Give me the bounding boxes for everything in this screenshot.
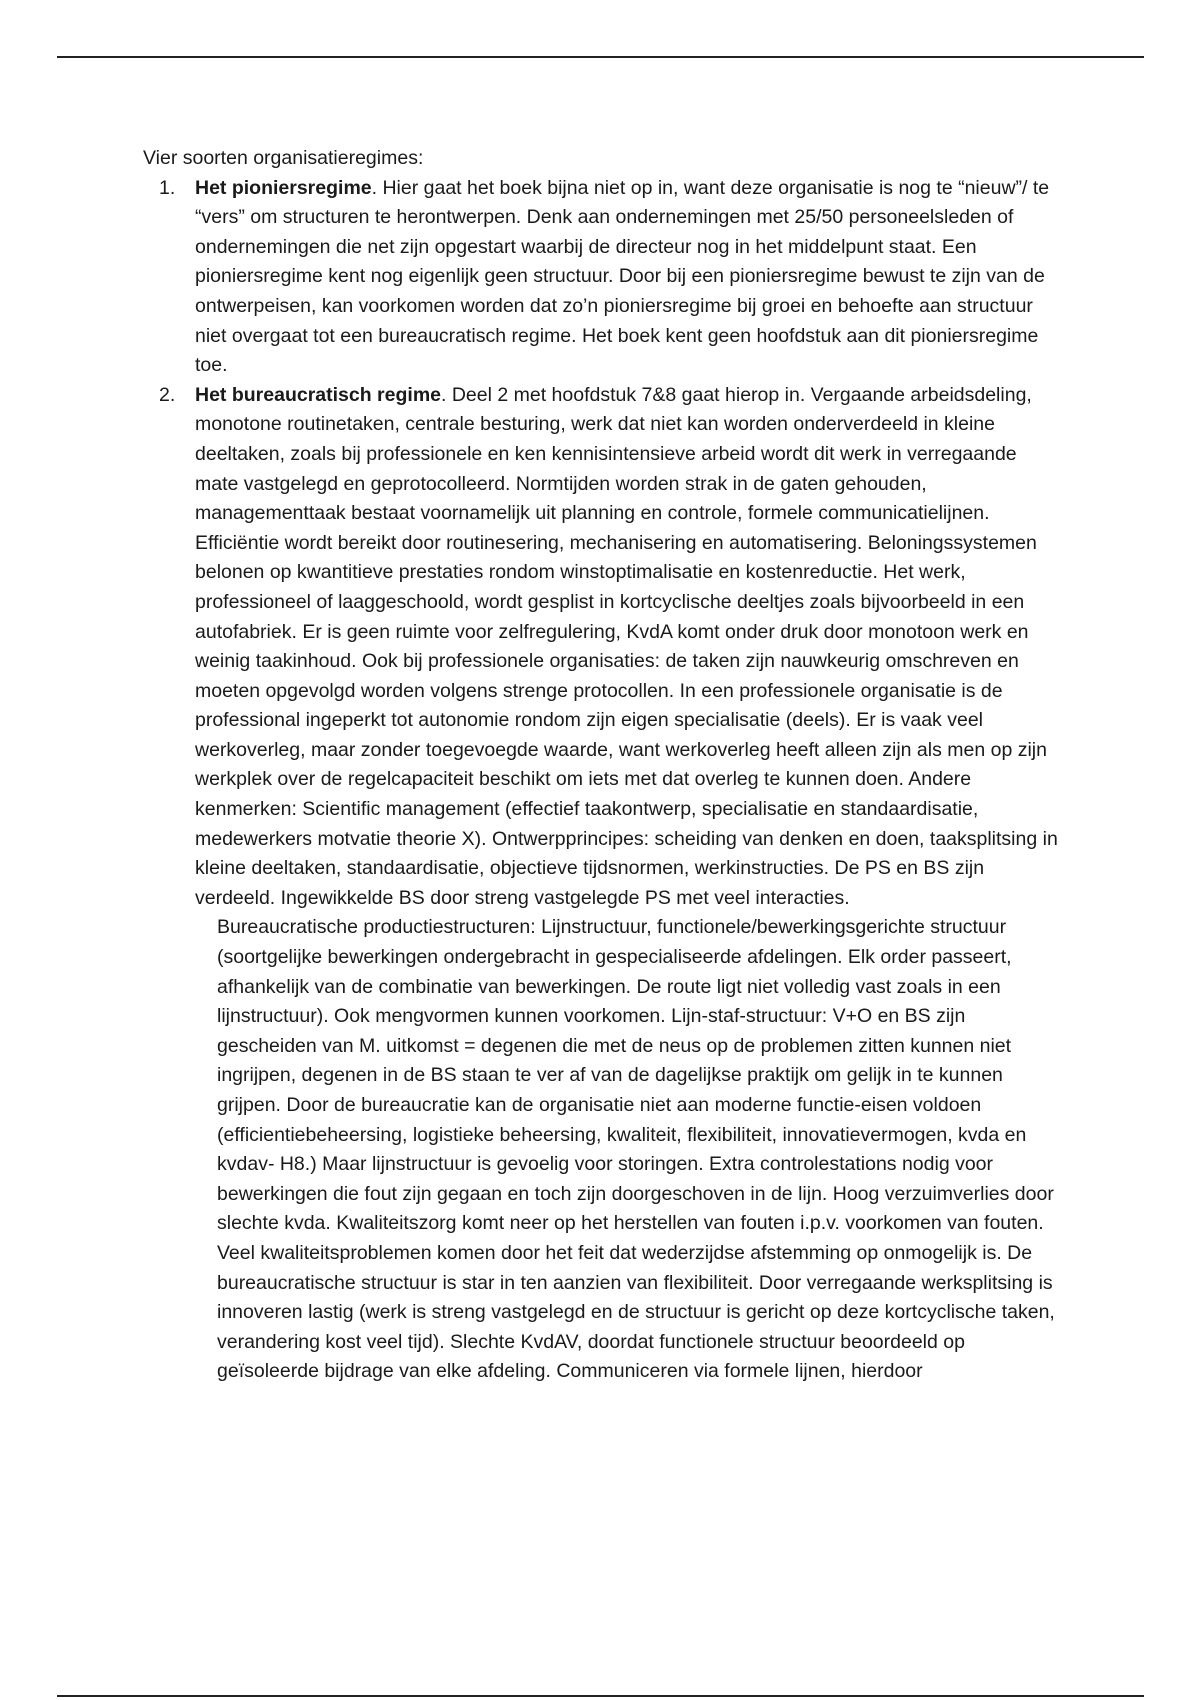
item-text: . Deel 2 met hoofdstuk 7&8 gaat hierop in. Vergaande arbeidsdeling, monotone routinetaken, centrale besturing, werk dat niet kan worden onderverdeeld in kleine deeltaken, zoals bij professionele en ken kennisintensieve arbeid wordt dit werk in verregaande mate vastgelegd en geprotocolleerd. Normtijden worden strak in de gaten gehouden, managementtaak bestaat voornamelijk uit planning en controle, formele communicatielijnen. Efficiëntie wordt bereikt door routinesering, mechanisering en automatisering. Beloningssystemen belonen op kwantitieve prestaties rondom winstoptimalisatie en kostenreductie. Het werk, professioneel of laaggeschoold, wordt gesplist in kortcyclische deeltjes zoals bijvoorbeeld in een autofabriek. Er is geen ruimte voor zelfregulering, KvdA komt onder druk door monotoon werk en weinig taakinhoud. Ook bij professionele organisaties: de taken zijn nauwkeurig omschreven en moeten opgevolgd worden volgens strenge protocollen. In een professionele organisatie is de professional ingeperkt tot autonomie rondom zijn eigen specialisatie (deels). Er is vaak veel werkoverleg, maar zonder toegevoegde waarde, want werkoverleg heeft alleen zijn als men op zijn werkplek over de regelcapaciteit beschikt om iets met dat overleg te kunnen doen. Andere kenmerken: Scientific management (effectief taakontwerp, specialisatie en standaardisatie, medewerkers motvatie theorie X). Ontwerpprincipes: scheiding van denken en doen, taaksplitsing in kleine deeltaken, standaardisatie, objectieve tijdsnormen, werkinstructies. De PS en BS zijn verdeeld. Ingewikkelde BS door streng vastgelegde PS met veel interacties.	[195, 383, 1058, 909]
regime-list	[143, 174, 1063, 1387]
list-number: 1.	[159, 176, 176, 199]
item-title: Het pioniersregime	[195, 176, 372, 199]
list-item-pioniersregime	[159, 174, 1063, 381]
item-title: Het bureaucratisch regime	[195, 383, 442, 406]
footer-rule	[57, 1695, 1144, 1697]
sub-paragraph-productiestructuren: Bureaucratische productiestructuren: Lijnstructuur, functionele/bewerkingsgerichte structuur (soortgelijke bewerkingen ondergebracht in gespecialiseerde afdelingen. Elk order passeert, afhankelijk van de combinatie van bewerkingen. De route ligt niet volledig vast zoals in een lijnstructuur). Ook mengvormen kunnen voorkomen. Lijn-staf-structuur: V+O en BS zijn gescheiden van M. uitkomst = degenen die met de neus op de problemen zitten kunnen niet ingrijpen, degenen in de BS staan te ver af van de dagelijkse praktijk om gelijk in te kunnen grijpen. Door de bureaucratie kan de organisatie niet aan moderne functie-eisen voldoen (efficientiebeheersing, logistieke beheersing, kwaliteit, flexibiliteit, innovatievermogen, kvda en kvdav- H8.) Maar lijnstructuur is gevoelig voor storingen. Extra controlestations nodig voor bewerkingen die fout zijn gegaan en toch zijn doorgeschoven in de lijn. Hoog verzuimverlies door slechte kvda. Kwaliteitszorg komt neer op het herstellen van fouten i.p.v. voorkomen van fouten. Veel kwaliteitsproblemen komen door het feit dat wederzijdse afstemming op onmogelijk is. De bureaucratische structuur is star in ten aanzien van flexibiliteit. Door verregaande werksplitsing is innoveren lastig (werk is streng vastgelegd en de structuur is gericht op deze kortcyclische taken, verandering kost veel tijd). Slechte KvdAV, doordat functionele structuur beoordeeld op geïsoleerde bijdrage van elke afdeling. Communiceren via formele lijnen, hierdoor	[217, 916, 1055, 1383]
intro-line: Vier soorten organisatieregimes:	[143, 147, 424, 169]
list-number: 2.	[159, 383, 176, 406]
document-body	[143, 144, 1063, 1387]
list-item-bureaucratisch-regime	[159, 381, 1063, 1387]
header-rule	[57, 56, 1144, 58]
item-text: . Hier gaat het boek bijna niet op in, want deze organisatie is nog te “nieuw”/ te “vers” om structuren te herontwerpen. Denk aan ondernemingen met 25/50 personeelsleden of ondernemingen die net zijn opgestart waarbij de directeur nog in het middelpunt staat. Een pioniersregime kent nog eigenlijk geen structuur. Door bij een pioniersregime bewust te zijn van de ontwerpeisen, kan voorkomen worden dat zo’n pioniersregime bij groei en behoefte aan structuur niet overgaat tot een bureaucratisch regime. Het boek kent geen hoofdstuk aan dit pioniersregime toe.	[195, 176, 1050, 377]
